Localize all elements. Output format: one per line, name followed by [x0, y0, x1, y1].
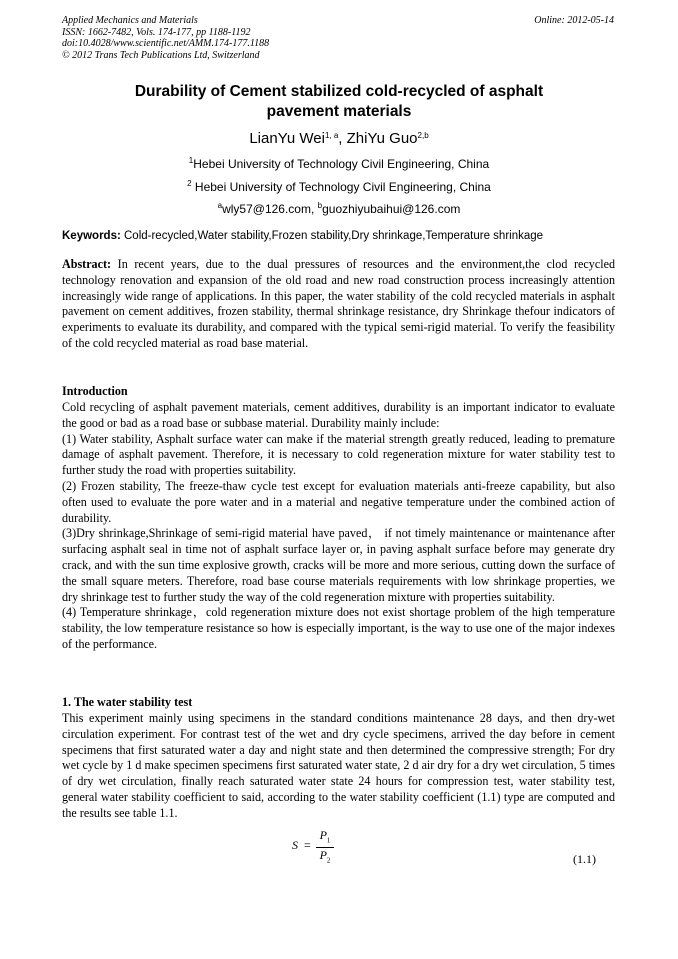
equation-equals: =: [304, 838, 311, 852]
email-b: guozhiyubaihui@126.com: [322, 202, 461, 216]
authors: [62, 129, 616, 149]
equation-fraction: [316, 828, 334, 868]
fraction-numerator: [316, 828, 334, 847]
author-separator: ,: [338, 130, 347, 147]
numerator-subscript: 1: [326, 836, 331, 845]
journal-header: [62, 15, 269, 61]
online-date: Online: 2012-05-14: [534, 15, 614, 26]
keywords-text: Cold-recycled,Water stability,Frozen stability,Dry shrinkage,Temperature shrinkage: [120, 230, 544, 242]
email-a: wly57@126.com,: [222, 202, 318, 216]
keywords: [62, 229, 618, 244]
section-1-paragraph: This experiment mainly using specimens in the standard conditions maintenance 28 days, and then dry-wet circulation experiment. For contrast test of the wet and dry cycle specimens, arrived the day before in cement specimens that first saturated water a day and night state and then determined the compressive strength; For dry wet cycle by 1 d make specimen specimens first saturated water state, 2 d air dry for a dry wet circulation, 5 times of dry wet circulation, finally reach saturated water state 24 hours for compression test, water stability test, general water stability coefficient to said, according to the water stability coefficient (1.1) type are computed and the results see table 1.1.: [62, 711, 615, 820]
intro-paragraph-3: (2) Frozen stability, The freeze-thaw cycle test except for evaluation materials anti-freeze capability, but also often used to evaluate the pore water and in a material and negative temperature under the combined action of durability.: [62, 478, 615, 525]
affiliation-1: [62, 156, 616, 172]
abstract: [62, 257, 615, 352]
intro-paragraph-5: (4) Temperature shrinkage，cold regeneration mixture does not exist shortage problem of the high temperature stability, the low temperature resistance so how is especially important, is the way to use one of the major indexes of the performance.: [62, 605, 615, 651]
abstract-label: Abstract:: [62, 257, 112, 271]
emails: [62, 201, 616, 217]
author-1-name: LianYu Wei: [249, 130, 325, 147]
equation-number: (1.1): [573, 852, 596, 866]
section-1-body: [62, 711, 615, 822]
denominator-symbol: P: [319, 848, 327, 863]
email-a-sup: a: [217, 201, 223, 210]
copyright-line: © 2012 Trans Tech Publications Ltd, Switzerland: [62, 49, 260, 61]
abstract-text: In recent years, due to the dual pressures of resources and the environment,the clod recycled technology renovation and expansion of the old road and new road construction process increasingly attention increasingly wide range of applications. In this paper, the water stability of the cold recycled materials in asphalt pavement on cement additives, frozen stability, thermal shrinkage resistance, dry Shrinkage thefour indicators of experiments to evaluate its durability, and compared with the typical semi-rigid material. To verify the feasibility of the cold recycled material as road base material.: [62, 257, 615, 350]
journal-name: Applied Mechanics and Materials: [62, 15, 198, 26]
author-2-name: ZhiYu Guo: [346, 130, 418, 147]
keywords-label: Keywords:: [62, 230, 121, 242]
author-1-sup: 1, a: [324, 131, 339, 140]
denominator-subscript: 2: [326, 856, 331, 865]
affiliation-1-text: Hebei University of Technology Civil Engineering, China: [193, 157, 490, 171]
author-2-sup: 2,b: [417, 131, 429, 140]
affiliation-2-sup: 2: [187, 179, 192, 188]
numerator-symbol: P: [319, 828, 327, 842]
paper-title: [62, 82, 616, 122]
intro-paragraph-1: Cold recycling of asphalt pavement materials, cement additives, durability is an important indicator to evaluate the good or bad as a road base or subbase material. Durability mainly include:: [62, 400, 615, 430]
affiliation-2-text: Hebei University of Technology Civil Engineering, China: [191, 180, 491, 194]
section-1-heading: 1. The water stability test: [62, 695, 193, 709]
intro-paragraph-4: (3)Dry shrinkage,Shrinkage of semi-rigid material have paved， if not timely maintenance or maintenance after surfacing asphalt seal in time not of asphalt surface layer or, in paving asphalt surface before may generate dry crack, and with the sun time explosive growth, cracks will be more and more serious, cutting down the surface of the small square meters. Therefore, road base course materials requirements with low shrinkage properties, we dry shrinkage test to further study the way of the cold regeneration mixture with properties suitability.: [62, 526, 615, 604]
issn-line: ISSN: 1662-7482, Vols. 174-177, pp 1188-1192: [62, 26, 251, 38]
doi-line: doi:10.4028/www.scientific.net/AMM.174-177.1188: [62, 38, 270, 49]
email-b-sup: b: [317, 201, 323, 210]
intro-paragraph-2: (1) Water stability, Asphalt surface water can make if the material strength greatly reduced, leading to premature damage of asphalt pavement. Therefore, it is necessary to cold regeneration mixture for water stability test to further study the road with properties suitability.: [62, 431, 615, 478]
affiliation-2: [62, 179, 616, 195]
affiliation-1-sup: 1: [188, 156, 194, 165]
equation-lhs: S: [292, 838, 298, 852]
title-line-2: pavement materials: [266, 103, 412, 120]
introduction-body: [62, 400, 615, 653]
fraction-denominator: [316, 848, 334, 867]
title-line-1: Durability of Cement stabilized cold-recycled of asphalt: [134, 83, 544, 100]
introduction-heading: Introduction: [62, 384, 128, 398]
